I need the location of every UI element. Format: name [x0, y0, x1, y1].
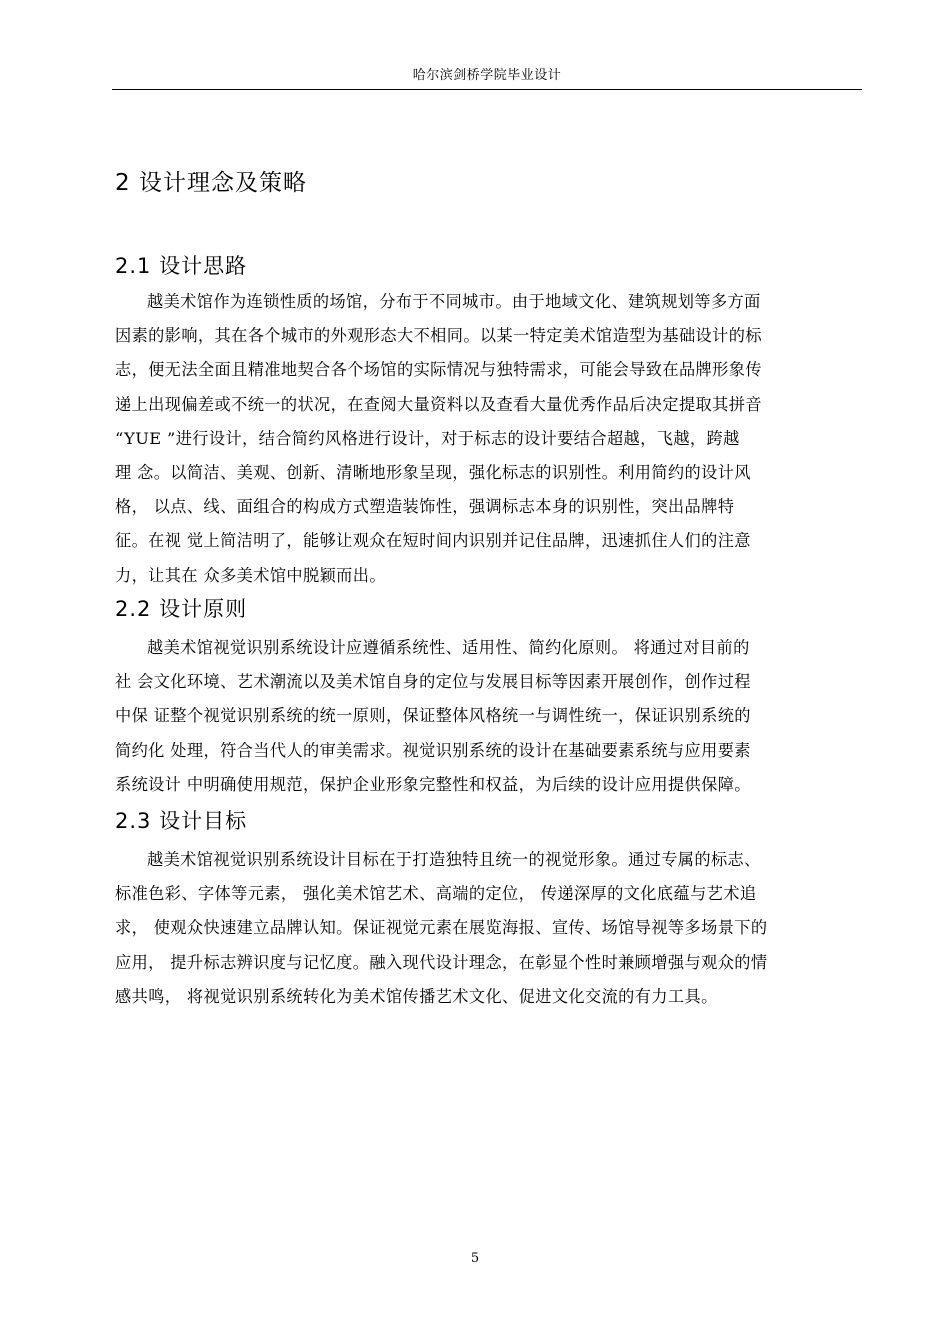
section-heading-2-3: 2.3 设计目标 [115, 809, 248, 833]
body-line: 中保 证整个视觉识别系统的统一原则，保证整体风格统一与调性统一，保证识别系统的 [115, 706, 751, 726]
body-line: 志，便无法全面且精准地契合各个场馆的实际情况与独特需求，可能会导致在品牌形象传 [115, 360, 762, 380]
body-line: 标准色彩、字体等元素， 强化美术馆艺术、高端的定位， 传递深厚的文化底蕴与艺术追 [115, 884, 757, 904]
body-line: 理 念。以简洁、美观、创新、清晰地形象呈现，强化标志的识别性。利用简约的设计风 [115, 463, 751, 483]
body-line: 递上出现偏差或不统一的状况，在查阅大量资料以及查看大量优秀作品后决定提取其拼音 [115, 394, 762, 414]
header-divider [112, 89, 862, 90]
body-line: 应用， 提升标志辨识度与记忆度。融入现代设计理念，在彰显个性时兼顾增强与观众的情 [115, 952, 768, 972]
body-line: 简约化 处理，符合当代人的审美需求。视觉识别系统的设计在基础要素系统与应用要素 [115, 740, 751, 760]
body-line: 越美术馆视觉识别系统设计应遵循系统性、适用性、简约化原则。 将通过对目前的 [147, 638, 750, 657]
section-body-2-3 [115, 843, 860, 1014]
body-line: 求， 使观众快速建立品牌认知。保证视觉元素在展览海报、宣传、场馆导视等多场景下的 [115, 918, 768, 938]
body-line: 力，让其在 众多美术馆中脱颖而出。 [115, 565, 386, 585]
section-body-2-1 [115, 285, 860, 593]
running-header: 哈尔滨剑桥学院毕业设计 [412, 68, 562, 83]
body-line: 系统设计 中明确使用规范，保护企业形象完整性和权益，为后续的设计应用提供保障。 [115, 774, 751, 794]
body-line: 因素的影响，其在各个城市的外观形态大不相同。以某一特定美术馆造型为基础设计的标 [115, 326, 762, 346]
chapter-title: 2 设计理念及策略 [115, 170, 307, 196]
body-line: 感共鸣， 将视觉识别系统转化为美术馆传播艺术文化、促进文化交流的有力工具。 [115, 986, 718, 1006]
body-line: 越美术馆视觉识别系统设计目标在于打造独特且统一的视觉形象。通过专属的标志、 [147, 850, 761, 869]
body-line: 社 会文化环境、艺术潮流以及美术馆自身的定位与发展目标等因素开展创作，创作过程 [115, 672, 751, 692]
body-line: 征。在视 觉上简洁明了，能够让观众在短时间内识别并记住品牌，迅速抓住人们的注意 [115, 531, 751, 551]
page-number: 5 [470, 1251, 480, 1266]
body-line: 越美术馆作为连锁性质的场馆，分布于不同城市。由于地域文化、建筑规划等多方面 [147, 292, 761, 311]
section-heading-2-1: 2.1 设计思路 [115, 254, 248, 278]
body-line: 格， 以点、线、面组合的构成方式塑造装饰性，强调标志本身的识别性，突出品牌特 [115, 497, 735, 517]
body-line: “YUE ”进行设计，结合简约风格进行设计，对于标志的设计要结合超越，飞越，跨越 [115, 428, 740, 448]
section-body-2-2 [115, 631, 860, 802]
section-heading-2-2: 2.2 设计原则 [115, 597, 248, 621]
